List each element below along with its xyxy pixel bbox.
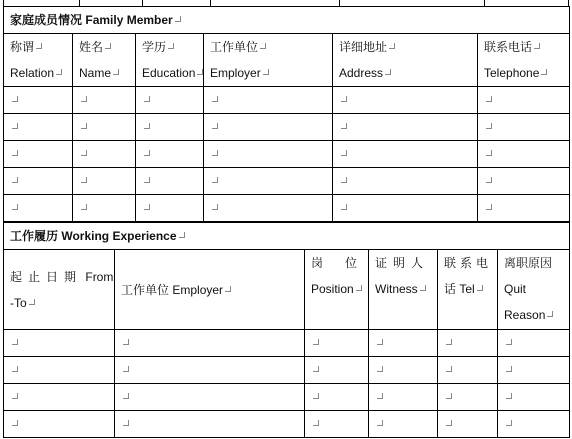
family-cell-relation[interactable] — [4, 87, 73, 114]
work-section-title — [4, 223, 570, 250]
paragraph-mark-icon — [445, 339, 453, 347]
header-tel-cn-1: 联系电 — [444, 256, 493, 270]
paragraph-mark-icon — [312, 393, 320, 401]
paragraph-mark-icon — [28, 299, 36, 307]
header-relation-en: Relation — [10, 66, 55, 80]
family-cell-name[interactable] — [73, 87, 136, 114]
work-cell-tel[interactable] — [438, 330, 498, 357]
family-cell-address[interactable] — [333, 87, 478, 114]
paragraph-mark-icon — [104, 43, 112, 51]
work-row — [4, 357, 570, 384]
family-cell-employer[interactable] — [204, 114, 333, 141]
paragraph-mark-icon — [340, 150, 348, 158]
family-cell-telephone[interactable] — [478, 114, 570, 141]
header-work-employer — [115, 250, 305, 330]
paragraph-mark-icon — [384, 69, 392, 77]
header-telephone-en: Telephone — [484, 66, 540, 80]
paragraph-mark-icon — [35, 43, 43, 51]
header-dates-en-from: From — [85, 269, 114, 284]
paragraph-mark-icon — [211, 123, 219, 131]
paragraph-mark-icon — [485, 123, 493, 131]
paragraph-mark-icon — [80, 123, 88, 131]
family-cell-address[interactable] — [333, 168, 478, 195]
paragraph-mark-icon — [11, 204, 19, 212]
work-cell-dates[interactable] — [4, 411, 115, 438]
work-cell-position[interactable] — [305, 411, 369, 438]
header-education-cn: 学历 — [142, 40, 167, 54]
paragraph-mark-icon — [143, 150, 151, 158]
working-experience-table — [3, 222, 570, 438]
work-cell-employer[interactable] — [115, 384, 305, 411]
family-row — [4, 87, 570, 114]
paragraph-mark-icon — [211, 96, 219, 104]
header-address — [333, 34, 478, 87]
paragraph-mark-icon — [476, 285, 484, 293]
work-title-en: Working Experience — [61, 229, 177, 243]
paragraph-mark-icon — [211, 150, 219, 158]
family-cell-telephone[interactable] — [478, 141, 570, 168]
work-header-row — [4, 250, 570, 330]
header-position-cn-1: 岗 — [311, 256, 324, 270]
paragraph-mark-icon — [340, 96, 348, 104]
family-cell-education[interactable] — [136, 168, 204, 195]
paragraph-mark-icon — [355, 285, 363, 293]
header-education — [136, 34, 204, 87]
header-employer-en: Employer — [210, 66, 261, 80]
work-cell-witness[interactable] — [369, 411, 438, 438]
work-cell-witness[interactable] — [369, 357, 438, 384]
paragraph-mark-icon — [445, 393, 453, 401]
paragraph-mark-icon — [112, 69, 120, 77]
header-witness — [369, 250, 438, 330]
paragraph-mark-icon — [143, 177, 151, 185]
header-dates-cn: 起止日期 — [10, 269, 83, 284]
paragraph-mark-icon — [485, 150, 493, 158]
header-work-employer-en: Employer — [172, 282, 224, 297]
paragraph-mark-icon — [312, 420, 320, 428]
family-cell-address[interactable] — [333, 195, 478, 222]
paragraph-mark-icon — [505, 366, 513, 374]
header-name-en: Name — [79, 66, 112, 80]
paragraph-mark-icon — [540, 69, 548, 77]
work-cell-reason[interactable] — [498, 357, 570, 384]
family-cell-relation[interactable] — [4, 195, 73, 222]
family-member-table — [3, 6, 570, 222]
family-title-en: Family Member — [85, 13, 173, 27]
paragraph-mark-icon — [445, 420, 453, 428]
paragraph-mark-icon — [143, 204, 151, 212]
paragraph-mark-icon — [546, 311, 554, 319]
header-position — [305, 250, 369, 330]
header-work-employer-cn: 工作单位 — [121, 282, 170, 297]
header-name — [73, 34, 136, 87]
family-cell-education[interactable] — [136, 114, 204, 141]
header-position-cn-2: 位 — [345, 256, 358, 270]
family-cell-telephone[interactable] — [478, 87, 570, 114]
work-cell-dates[interactable] — [4, 357, 115, 384]
family-cell-address[interactable] — [333, 141, 478, 168]
work-row — [4, 384, 570, 411]
paragraph-mark-icon — [340, 123, 348, 131]
paragraph-mark-icon — [376, 366, 384, 374]
paragraph-mark-icon — [376, 339, 384, 347]
paragraph-mark-icon — [505, 339, 513, 347]
paragraph-mark-icon — [196, 69, 203, 77]
header-telephone — [478, 34, 570, 87]
work-cell-position[interactable] — [305, 384, 369, 411]
header-employer-cn: 工作单位 — [210, 40, 259, 54]
work-cell-dates[interactable] — [4, 330, 115, 357]
paragraph-mark-icon — [485, 96, 493, 104]
family-cell-telephone[interactable] — [478, 168, 570, 195]
paragraph-mark-icon — [388, 43, 396, 51]
paragraph-mark-icon — [485, 204, 493, 212]
header-name-cn: 姓名 — [79, 40, 104, 54]
paragraph-mark-icon — [143, 123, 151, 131]
work-section-header-row — [4, 223, 570, 250]
header-reason-en-1: Quit — [504, 282, 527, 296]
family-cell-relation[interactable] — [4, 141, 73, 168]
paragraph-mark-icon — [312, 366, 320, 374]
family-cell-employer[interactable] — [204, 141, 333, 168]
work-cell-dates[interactable] — [4, 384, 115, 411]
header-address-en: Address — [339, 66, 384, 80]
header-witness-en: Witness — [375, 282, 418, 296]
paragraph-mark-icon — [178, 232, 186, 240]
family-title-cn: 家庭成员情况 — [10, 13, 83, 27]
family-cell-employer[interactable] — [204, 87, 333, 114]
paragraph-mark-icon — [505, 393, 513, 401]
paragraph-mark-icon — [211, 177, 219, 185]
family-cell-education[interactable] — [136, 195, 204, 222]
header-reason-en-2: Reason — [504, 308, 546, 322]
work-cell-tel[interactable] — [438, 411, 498, 438]
paragraph-mark-icon — [340, 204, 348, 212]
family-cell-employer[interactable] — [204, 195, 333, 222]
header-witness-cn: 证明人 — [375, 256, 430, 270]
paragraph-mark-icon — [505, 420, 513, 428]
paragraph-mark-icon — [262, 69, 270, 77]
header-education-en: Education — [142, 66, 196, 80]
family-cell-education[interactable] — [136, 141, 204, 168]
family-cell-employer[interactable] — [204, 168, 333, 195]
paragraph-mark-icon — [11, 150, 19, 158]
header-dates-en-to: -To — [10, 295, 27, 310]
family-header-row — [4, 34, 570, 87]
family-cell-name[interactable] — [73, 168, 136, 195]
header-employer — [204, 34, 333, 87]
work-cell-employer[interactable] — [115, 411, 305, 438]
work-cell-witness[interactable] — [369, 330, 438, 357]
paragraph-mark-icon — [11, 420, 19, 428]
header-relation — [4, 34, 73, 87]
paragraph-mark-icon — [445, 366, 453, 374]
family-cell-address[interactable] — [333, 114, 478, 141]
header-position-en: Position — [311, 282, 354, 296]
paragraph-mark-icon — [312, 339, 320, 347]
paragraph-mark-icon — [122, 420, 130, 428]
header-tel-en: Tel — [459, 282, 475, 296]
paragraph-mark-icon — [11, 123, 19, 131]
paragraph-mark-icon — [340, 177, 348, 185]
family-row — [4, 168, 570, 195]
paragraph-mark-icon — [11, 393, 19, 401]
family-cell-relation[interactable] — [4, 168, 73, 195]
paragraph-mark-icon — [376, 420, 384, 428]
paragraph-mark-icon — [419, 285, 427, 293]
paragraph-mark-icon — [55, 69, 63, 77]
work-cell-reason[interactable] — [498, 411, 570, 438]
work-cell-tel[interactable] — [438, 357, 498, 384]
paragraph-mark-icon — [211, 204, 219, 212]
family-cell-relation[interactable] — [4, 114, 73, 141]
paragraph-mark-icon — [533, 43, 541, 51]
work-cell-employer[interactable] — [115, 330, 305, 357]
family-row — [4, 114, 570, 141]
work-title-cn: 工作履历 — [10, 229, 59, 243]
paragraph-mark-icon — [224, 286, 232, 294]
header-relation-cn: 称谓 — [10, 40, 35, 54]
paragraph-mark-icon — [143, 96, 151, 104]
paragraph-mark-icon — [259, 43, 267, 51]
work-cell-position[interactable] — [305, 330, 369, 357]
paragraph-mark-icon — [376, 393, 384, 401]
paragraph-mark-icon — [122, 339, 130, 347]
work-cell-tel[interactable] — [438, 384, 498, 411]
family-cell-name[interactable] — [73, 141, 136, 168]
family-section-header-row — [4, 7, 570, 34]
header-dates — [4, 250, 115, 330]
work-cell-reason[interactable] — [498, 330, 570, 357]
paragraph-mark-icon — [122, 366, 130, 374]
paragraph-mark-icon — [80, 204, 88, 212]
family-row — [4, 141, 570, 168]
paragraph-mark-icon — [11, 96, 19, 104]
family-row — [4, 195, 570, 222]
work-cell-position[interactable] — [305, 357, 369, 384]
header-telephone-cn: 联系电话 — [484, 40, 533, 54]
paragraph-mark-icon — [11, 366, 19, 374]
work-cell-witness[interactable] — [369, 384, 438, 411]
header-reason-cn: 离职原因 — [504, 256, 553, 270]
work-row — [4, 330, 570, 357]
family-cell-name[interactable] — [73, 195, 136, 222]
work-cell-employer[interactable] — [115, 357, 305, 384]
family-cell-education[interactable] — [136, 87, 204, 114]
work-row — [4, 411, 570, 438]
paragraph-mark-icon — [174, 16, 182, 24]
paragraph-mark-icon — [167, 43, 175, 51]
family-cell-telephone[interactable] — [478, 195, 570, 222]
paragraph-mark-icon — [11, 339, 19, 347]
family-section-title — [4, 7, 570, 34]
paragraph-mark-icon — [80, 150, 88, 158]
paragraph-mark-icon — [122, 393, 130, 401]
header-address-cn: 详细地址 — [339, 40, 388, 54]
paragraph-mark-icon — [80, 96, 88, 104]
paragraph-mark-icon — [11, 177, 19, 185]
header-tel-cn-2: 话 — [444, 282, 457, 296]
work-cell-reason[interactable] — [498, 384, 570, 411]
paragraph-mark-icon — [485, 177, 493, 185]
header-reason — [498, 250, 570, 330]
paragraph-mark-icon — [80, 177, 88, 185]
family-cell-name[interactable] — [73, 114, 136, 141]
header-tel — [438, 250, 498, 330]
